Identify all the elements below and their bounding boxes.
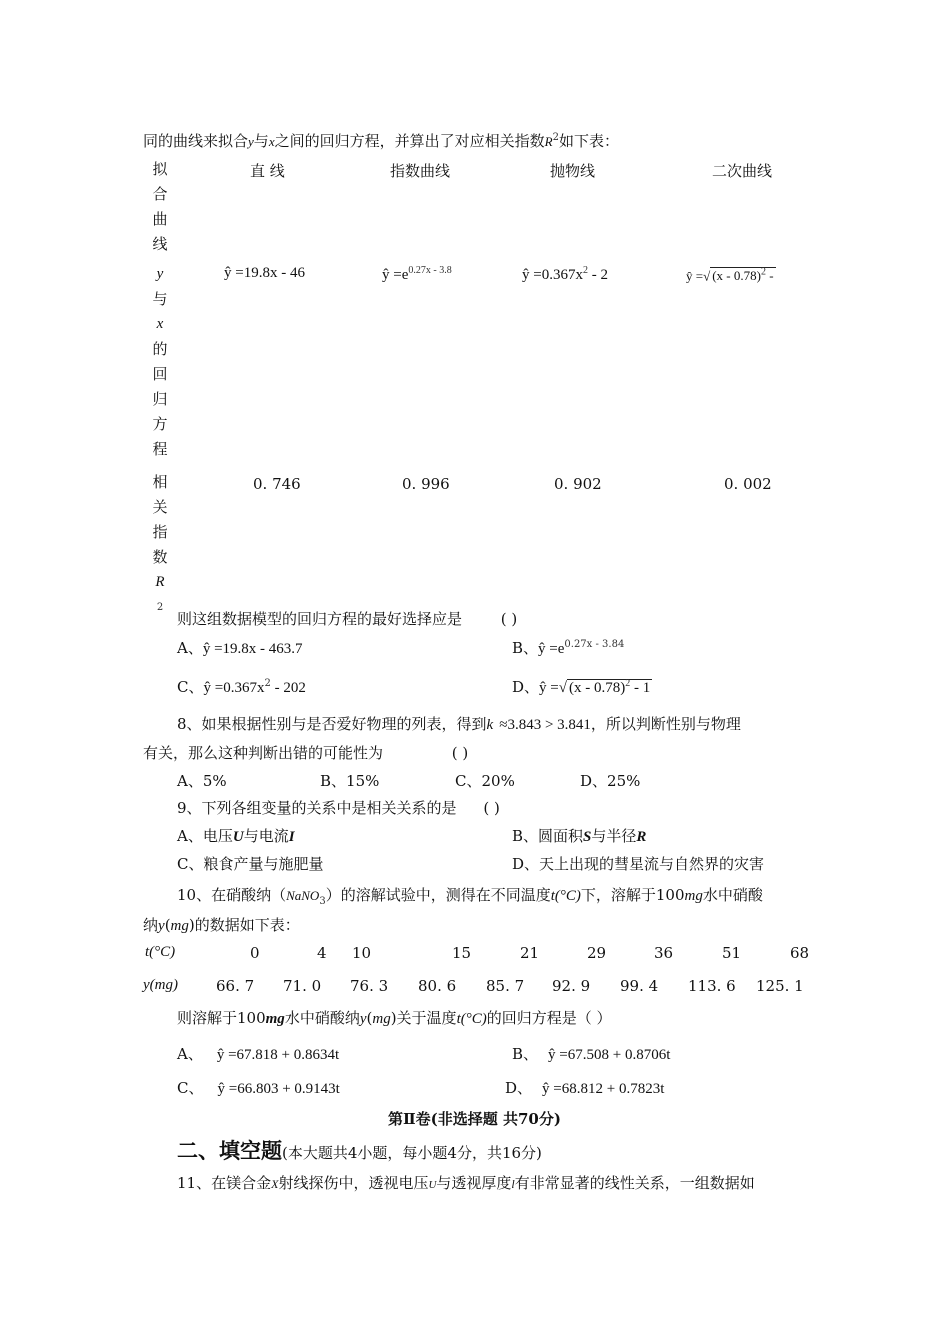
quad-radicand	[710, 267, 775, 283]
q8-option-d: D、25%	[580, 772, 641, 790]
radicand-superscript: 2	[625, 678, 631, 689]
quad-superscript: 2	[760, 267, 766, 278]
parabola-head: ŷ =0.367x	[522, 267, 583, 283]
option-text: 与半径	[591, 827, 637, 845]
q10-option-c	[177, 1077, 340, 1098]
var-u: U	[232, 829, 244, 845]
q10-text-5: 纳	[143, 916, 159, 934]
q11-text-2: 射线探伤中，透视电压	[278, 1174, 429, 1192]
q8-text-1: 8、如果根据性别与是否爱好物理的列表，得到	[177, 715, 487, 733]
option-label: B、	[512, 1045, 539, 1063]
label-r: R	[155, 574, 165, 590]
option-equation: ŷ =19.8x - 463.7	[202, 641, 303, 657]
label-r-sup: 2	[156, 602, 164, 613]
q8-text-3: 有关，那么这种判断出错的可能性为	[143, 744, 384, 762]
option-text: 与电流	[243, 827, 289, 845]
section-title: 二、填空题	[177, 1138, 282, 1163]
label-char: 归	[152, 390, 168, 408]
q10-stem-text: 则溶解于100	[177, 1009, 266, 1027]
t-value: 36	[654, 944, 674, 962]
q10-text-1: 10、在硝酸纳（	[177, 886, 287, 904]
t-value: 4	[317, 944, 327, 962]
label-char: 线	[152, 235, 168, 253]
option-equation: ŷ =67.508 + 0.8706t	[548, 1047, 671, 1063]
q11-text-3: 与透视厚度	[436, 1174, 512, 1192]
section-heading	[177, 1135, 542, 1165]
q9-answer-blank: ( )	[483, 799, 500, 817]
var-x: x	[268, 134, 275, 149]
t-value: 29	[587, 944, 607, 962]
option-label: C、	[177, 678, 204, 696]
q9-stem	[177, 797, 500, 818]
label-char: 拟	[152, 160, 168, 178]
q10-text-6: (	[164, 916, 171, 934]
equation-parabola	[522, 265, 608, 284]
y-value: 99. 4	[620, 977, 659, 995]
var-r: R	[636, 829, 647, 845]
q11-line1	[177, 1172, 755, 1193]
q10-line2	[143, 914, 300, 935]
r-superscript: 2	[552, 132, 559, 143]
q8-option-b: B、15%	[320, 772, 380, 790]
var-y: y	[248, 134, 254, 149]
q9-option-c: C、粮食产量与施肥量	[177, 855, 324, 873]
intro-text-1: 同的曲线来拟合	[143, 132, 249, 150]
t-value: 10	[352, 944, 372, 962]
t-value: 21	[520, 944, 540, 962]
label-char: 回	[152, 365, 168, 383]
equation-linear: ŷ =19.8x - 46	[224, 265, 305, 281]
option-label: A、	[177, 1045, 203, 1063]
data-table-y-label: y(mg)	[143, 977, 178, 993]
q8-text-2: ，所以判断性别与物理	[590, 715, 741, 733]
row-label-fit-curve	[150, 157, 170, 257]
q7-option-b	[512, 637, 624, 658]
option-equation: ŷ =√	[539, 680, 567, 696]
label-char: 相	[152, 473, 168, 491]
parabola-tail: - 2	[587, 267, 608, 283]
q9-option-d: D、天上出现的彗星流与自然界的灾害	[512, 855, 765, 873]
label-char: 的	[152, 340, 168, 358]
row-label-regression-equation	[150, 262, 170, 462]
option-equation: ŷ =66.803 + 0.9143t	[217, 1081, 340, 1097]
q11-l: l	[511, 1177, 515, 1191]
y-value: 80. 6	[418, 977, 457, 995]
q7-option-d	[512, 676, 652, 697]
q10-text-7: )的数据如下表：	[188, 916, 300, 934]
label-char: 关	[152, 498, 168, 516]
q7-stem	[177, 608, 517, 629]
option-tail: - 202	[270, 680, 306, 696]
q8-line1	[177, 713, 741, 734]
option-label: D、	[505, 1079, 533, 1097]
var-r: R	[544, 134, 553, 149]
label-char: 与	[152, 290, 168, 308]
r2-quadratic: 0. 002	[724, 475, 772, 493]
q10-temp-symbol: t(°C)	[456, 1011, 487, 1027]
q10-option-a	[177, 1043, 339, 1064]
q10-line1	[177, 884, 763, 907]
t-value: 0	[250, 944, 260, 962]
t-value: 15	[452, 944, 472, 962]
option-superscript: 2	[264, 678, 271, 689]
option-label: C、	[177, 1079, 204, 1097]
q11-u: U	[428, 1179, 437, 1191]
q10-text-4: 水中硝酸	[702, 886, 763, 904]
header-quadratic: 二次曲线	[712, 162, 773, 180]
var-s: S	[583, 829, 592, 845]
option-equation: ŷ =e	[538, 641, 565, 657]
exp-superscript: 0.27x - 3.8	[408, 265, 452, 276]
q8-inequality: ≈3.843 > 3.841	[499, 717, 591, 733]
q10-stem-text: )关于温度	[390, 1009, 457, 1027]
header-linear: 直 线	[250, 162, 285, 180]
equation-exponential	[382, 265, 452, 284]
radicand-tail: - 1	[630, 680, 651, 696]
option-equation: ŷ =68.812 + 0.7823t	[542, 1081, 665, 1097]
row-label-correlation-index	[150, 470, 170, 613]
radicand-inner: (x - 0.78)	[568, 680, 626, 696]
q10-text-3: 下，溶解于100	[580, 886, 685, 904]
label-char: x	[156, 316, 164, 332]
quad-tail: -	[765, 268, 774, 284]
q10-stem-text: (	[366, 1009, 373, 1027]
r2-exponential: 0. 996	[402, 475, 450, 493]
q10-var-y: y	[359, 1011, 367, 1027]
q10-temp-symbol: t(°C)	[550, 888, 581, 904]
q10-chem-sub: 3	[319, 896, 326, 907]
q11-text-4: 有非常显著的线性关系，一组数据如	[514, 1174, 755, 1192]
y-value: 71. 0	[283, 977, 322, 995]
y-value: 66. 7	[216, 977, 255, 995]
option-radicand	[567, 679, 652, 696]
q10-unit: mg	[372, 1011, 391, 1027]
q10-answer-blank: 的回归方程是（ ）	[486, 1009, 612, 1027]
q10-var-y: y	[158, 918, 165, 934]
q10-unit: mg	[170, 918, 189, 934]
header-parabola: 抛物线	[550, 162, 596, 180]
option-equation: ŷ =0.367x	[203, 680, 265, 696]
t-value: 68	[790, 944, 810, 962]
option-text: B、圆面积	[512, 827, 584, 845]
y-value: 76. 3	[350, 977, 389, 995]
label-char: 方	[152, 415, 168, 433]
label-char: 数	[152, 548, 168, 566]
q11-x: X	[271, 1177, 279, 1191]
q10-unit: mg	[265, 1011, 285, 1027]
parabola-superscript: 2	[582, 265, 588, 276]
intro-text-2: 与	[253, 132, 269, 150]
q11-text-1: 11、在镁合金	[177, 1174, 272, 1192]
label-char: 指	[152, 523, 168, 541]
equation-quadratic	[686, 267, 776, 284]
r2-linear: 0. 746	[253, 475, 301, 493]
quad-inner: (x - 0.78)	[712, 268, 761, 284]
option-label: A、	[177, 639, 203, 657]
q10-stem	[177, 1007, 612, 1028]
q7-option-c	[177, 676, 306, 697]
label-r2	[150, 570, 170, 613]
data-table-t-label: t(°C)	[145, 944, 176, 960]
q8-option-a: A、5%	[177, 772, 227, 790]
q7-answer-blank: ( )	[500, 610, 518, 628]
var-i: I	[288, 829, 295, 845]
q7-stem-text: 则这组数据模型的回归方程的最好选择应是	[177, 610, 463, 628]
label-char: y	[156, 266, 164, 282]
q10-option-b	[512, 1043, 670, 1064]
option-label: B、	[512, 639, 539, 657]
header-exponential: 指数曲线	[390, 162, 451, 180]
intro-text-3: 之间的回归方程，并算出了对应相关指数	[274, 132, 545, 150]
q7-option-a	[177, 637, 303, 658]
q9-option-a	[177, 825, 295, 846]
section-note: (本大题共4小题，每小题4分，共16分)	[282, 1144, 542, 1162]
q10-option-d	[505, 1077, 664, 1098]
q10-unit: mg	[684, 888, 703, 904]
option-equation: ŷ =67.818 + 0.8634t	[216, 1047, 340, 1063]
q8-answer-blank: ( )	[451, 744, 469, 762]
q8-line2	[143, 742, 468, 763]
y-value: 113. 6	[688, 977, 736, 995]
option-label: D、	[512, 678, 540, 696]
label-char: 曲	[152, 210, 168, 228]
q10-text-2: ）的溶解试验中，测得在不同温度	[325, 886, 551, 904]
label-char: 合	[152, 185, 168, 203]
quad-head: ŷ =√	[686, 268, 711, 284]
intro-line	[143, 130, 619, 151]
q10-stem-text: 水中硝酸纳	[284, 1009, 360, 1027]
t-value: 51	[722, 944, 742, 962]
option-text: A、电压	[177, 827, 233, 845]
q9-stem-text: 9、下列各组变量的关系中是相关关系的是	[177, 799, 457, 817]
label-char: 程	[152, 440, 168, 458]
y-value: 85. 7	[486, 977, 525, 995]
q8-k: k	[486, 717, 494, 733]
q9-option-b	[512, 825, 646, 846]
y-value: 92. 9	[552, 977, 591, 995]
exp-base: ŷ =e	[382, 267, 409, 283]
q8-option-c: C、20%	[455, 772, 515, 790]
r2-parabola: 0. 902	[554, 475, 602, 493]
option-superscript: 0.27x - 3.84	[564, 639, 625, 650]
intro-text-4: 如下表：	[558, 132, 619, 150]
q10-chem: NaNO	[286, 888, 320, 903]
volume-title: 第Ⅱ卷(非选择题 共70分)	[388, 1110, 561, 1128]
y-value: 125. 1	[756, 977, 804, 995]
